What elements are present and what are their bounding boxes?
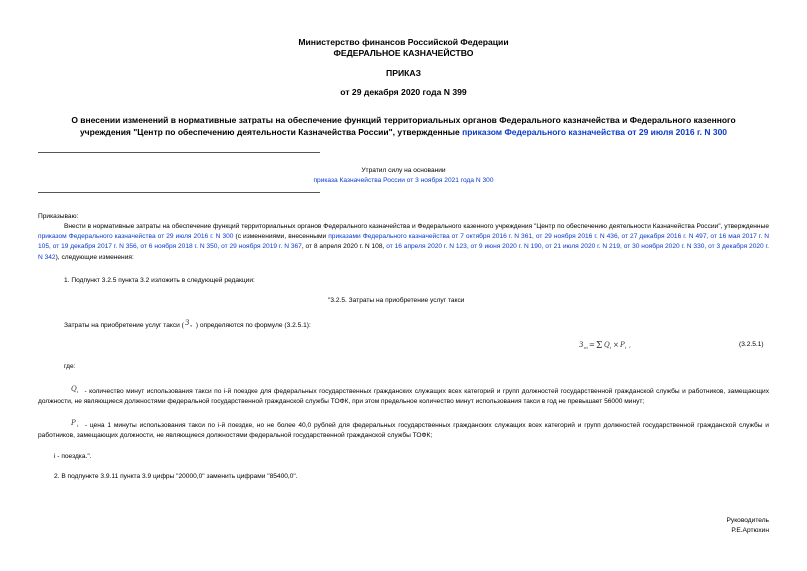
formula-image [578, 338, 660, 357]
divider-bottom [38, 192, 320, 193]
definition-i: i - поездка.". [54, 453, 92, 460]
svg-text:Σ: Σ [596, 341, 603, 351]
svg-text:Q: Q [71, 385, 77, 393]
svg-text:×: × [613, 341, 619, 349]
svg-text:P: P [620, 341, 625, 349]
intro-text: Приказываю: [38, 213, 79, 220]
status-link[interactable]: приказа Казначейства России от 3 ноября 2021 года N 300 [313, 177, 494, 184]
definition-q [38, 384, 769, 407]
section-heading: "3.2.5. Затраты на приобретение услуг такси [328, 297, 465, 304]
divider-top [38, 152, 320, 153]
document-date: от 29 декабря 2020 года N 399 [340, 87, 467, 97]
title-line-1: О внесении изменений в нормативные затраты на обеспечение функций территориальных органов Федерального казначейства и Федерального казенного [71, 115, 736, 125]
svg-text:т: т [189, 323, 193, 327]
svg-text:i: i [77, 423, 79, 427]
title-order-link[interactable]: приказом Федерального казначейства от 29 июля 2016 г. N 300 [462, 127, 728, 137]
paragraph-1-text-b: (с изменениями, внесенными [233, 233, 329, 241]
paragraph-1-text-c: , от 8 апреля 2020 г. N 108, [301, 243, 387, 251]
svg-text:Q: Q [604, 341, 610, 349]
svg-text:т: т [584, 345, 588, 350]
svg-text:=: = [589, 341, 595, 349]
definition-p-text: - цена 1 минуты использования такси по i-й поездке, но не более 40,0 рублей для федеральных государственных гражданских служащих всех категорий и групп должностей государственной гражданской службы и работников, замещающих должности, не являющиеся должностями федеральной государственной гражданской службы ТОФК; [38, 422, 769, 440]
svg-text:P: P [71, 419, 76, 427]
svg-text:i: i [625, 345, 627, 350]
paragraph-1 [38, 222, 769, 263]
paragraph-1-text-a: Внести в нормативные затраты на обеспечение функций территориальных органов Федерального казначейства и Федерального казенного учреждения "Центр по обеспечению деятельности Казначейства России", утвержденные [64, 223, 769, 230]
document-type: ПРИКАЗ [386, 68, 421, 78]
status-note: Утратил силу на основании [361, 167, 446, 174]
formula-number: (3.2.5.1) [739, 341, 764, 348]
svg-text:З: З [184, 319, 190, 327]
formula-intro-text-b: ) определяются по формуле (3.2.5.1): [195, 322, 311, 329]
svg-text:i: i [77, 389, 79, 393]
title-line-2-text: учреждения "Центр по обеспечению деятельности Казначейства России", утвержденные [79, 127, 463, 137]
order-300-link[interactable]: приказом Федерального казначейства от 29 июля 2016 г. N 300 [38, 233, 234, 241]
definition-p [38, 418, 769, 441]
signature-name: Р.Е.Артюхин [731, 527, 769, 534]
amending-orders-link[interactable]: приказами Федерального казначейства от 7 октября 2016 г. N 361, от 29 ноября 2016 г. N 436, от 27 декабря 2016 г. N 497, от 16 мая 2017 г. N 105, от 19 декабря 2017 г. N 356, от 6 ноября 2018 г. N 350, от 29 ноября 2019 г. N 367 [38, 233, 769, 251]
title-line-2 [0, 126, 807, 138]
svg-text:i: i [610, 345, 612, 350]
agency-name: ФЕДЕРАЛЬНОЕ КАЗНАЧЕЙСТВО [333, 48, 474, 58]
svg-text:,: , [629, 342, 631, 349]
taxi-cost-symbol-icon [184, 318, 196, 331]
svg-text:З: З [579, 341, 584, 349]
amending-orders-link-2[interactable]: от 16 апреля 2020 г. N 123, от 9 июня 2020 г. N 190, от 21 июля 2020 г. N 219, от 30 ноября 2020 г. N 330, от 3 декабря 2020 г. N 342 [38, 243, 769, 261]
item-2: 2. В подпункте 3.9.11 пункта 3.9 цифры "20000,0" заменить цифрами "85400,0". [54, 473, 298, 480]
where-label: где: [64, 363, 76, 370]
minutes-symbol-icon [54, 384, 82, 397]
item-1: 1. Подпункт 3.2.5 пункта 3.2 изложить в следующей редакции: [64, 277, 255, 284]
formula-intro [64, 318, 311, 331]
price-symbol-icon [54, 418, 82, 431]
ministry-name: Министерство финансов Российской Федерации [298, 37, 509, 47]
signature-position: Руководитель [726, 517, 769, 524]
document-title [0, 114, 807, 138]
paragraph-1-text-d: ), следующие изменения: [55, 253, 134, 261]
definition-q-text: - количество минут использования такси по i-й поездке для федеральных государственных гражданских служащих всех категорий и групп должностей государственной гражданской службы и работников, замещающих должности, не являющиеся должностями федеральной государственной гражданской службы ТОФК, при этом предельное количество минут использования такси в год не превышает 56000 минут; [38, 388, 769, 406]
formula-intro-text-a: Затраты на приобретение услуг такси ( [64, 322, 184, 329]
